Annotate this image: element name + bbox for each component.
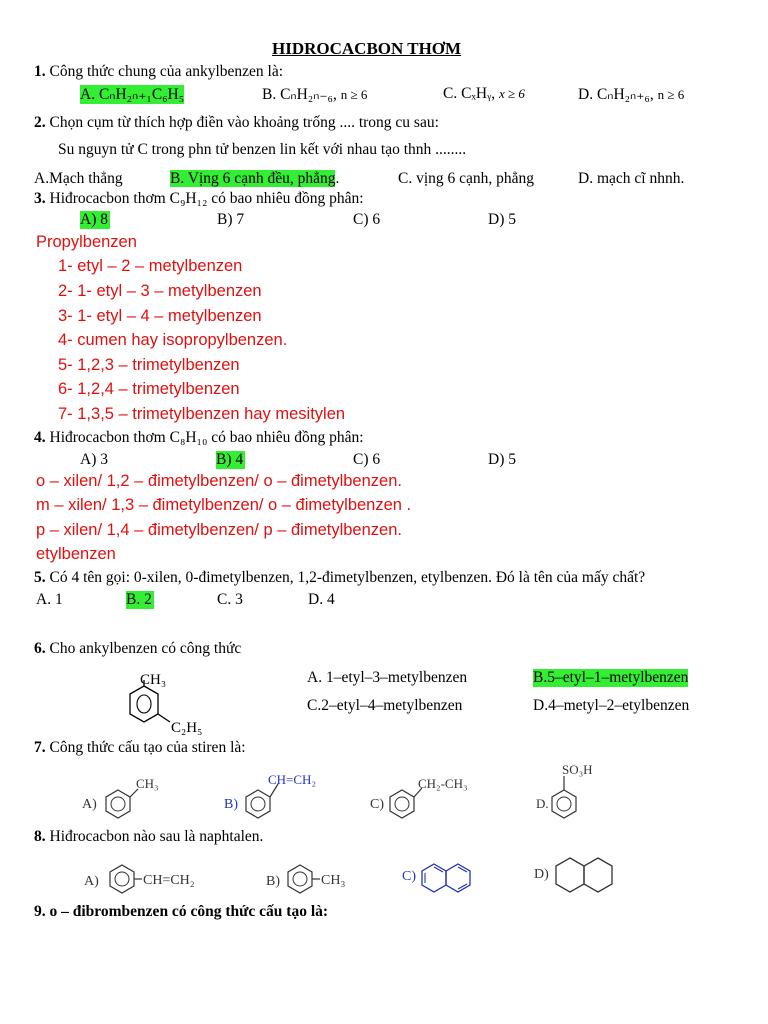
- question-number: 3.: [34, 190, 46, 207]
- q2-option-d: D. mạch cĩ nhnh.: [578, 170, 685, 187]
- svg-text:CH=CH₂: CH=CH₂: [268, 772, 316, 787]
- q7-structure-b: [224, 772, 316, 818]
- q6-option-b-correct: B.5–etyl–1–metylbenzen: [533, 669, 689, 686]
- question-number: 7.: [34, 739, 46, 756]
- svg-text:SO₃H: SO₃H: [562, 762, 593, 777]
- q2-option-b-correct: B. Vịng 6 cạnh đều, phẳng.: [170, 170, 340, 187]
- question-2: [34, 114, 439, 132]
- question-text: Chọn cụm từ thích hợp điền vào khoảng trống .... trong cu sau:: [49, 114, 439, 131]
- q3-answer-line: 6- 1,2,4 – trimetylbenzen: [58, 380, 240, 398]
- q7-structure-a: [82, 776, 159, 818]
- q3-answer-line: 4- cumen hay isopropylbenzen.: [58, 331, 288, 349]
- question-1: [34, 63, 283, 81]
- svg-text:B): B): [266, 874, 280, 889]
- question-number: 8.: [34, 828, 46, 845]
- q8-structure-b: [266, 865, 345, 893]
- q5-option-a: A. 1: [36, 591, 63, 608]
- question-number: 5.: [34, 569, 46, 586]
- q5-option-b-correct: B. 2: [126, 591, 152, 608]
- question-7: [34, 739, 246, 757]
- svg-text:CH=CH₂: CH=CH₂: [143, 873, 195, 888]
- q8-structure-c-naphthalene: [402, 864, 470, 892]
- q3-option-a-correct: A) 8: [80, 211, 108, 228]
- q1-option-b: B. CₙH₂ₙ₋₆, n ≥ 6: [262, 86, 368, 103]
- q2-option-a: A.Mạch thẳng: [34, 170, 123, 187]
- q3-answer-line: Propylbenzen: [36, 233, 137, 251]
- q7-structure-d: [536, 762, 593, 818]
- question-text: Hiđrocacbon thơm C₈H₁₀ có bao nhiêu đồng phân:: [49, 429, 364, 446]
- q4-answer-line: o – xilen/ 1,2 – đimetylbenzen/ o – đimetylbenzen.: [36, 472, 402, 490]
- svg-text:D): D): [534, 867, 549, 882]
- svg-text:CH₃: CH₃: [321, 873, 346, 888]
- q3-option-c: C) 6: [353, 211, 381, 228]
- q4-answer-line: p – xilen/ 1,4 – đimetylbenzen/ p – đimetylbenzen.: [36, 521, 402, 539]
- q4-option-b-correct: B) 4: [216, 451, 244, 468]
- page-title: HIDROCACBON THƠM: [272, 39, 462, 58]
- svg-text:B): B): [224, 797, 238, 812]
- q3-answer-line: 7- 1,3,5 – trimetylbenzen hay mesitylen: [58, 405, 346, 423]
- question-8: [34, 828, 263, 846]
- q3-answer-line: 1- etyl – 2 – metylbenzen: [58, 257, 243, 275]
- q2-option-c: C. vịng 6 cạnh, phẳng: [398, 170, 535, 187]
- svg-text:C): C): [402, 869, 416, 884]
- q7-structures: [78, 760, 678, 830]
- q3-option-d: D) 5: [488, 211, 516, 228]
- q8-structure-d: [534, 858, 612, 892]
- q4-answer-line: etylbenzen: [36, 545, 116, 563]
- q6-option-a: A. 1–etyl–3–metylbenzen: [307, 669, 468, 686]
- q3-answer-line: 2- 1- etyl – 3 – metylbenzen: [58, 282, 262, 300]
- ch3-label: CH₃: [140, 672, 167, 688]
- q5-option-c: C. 3: [217, 591, 243, 608]
- q4-answer-line: m – xilen/ 1,3 – đimetylbenzen/ o – đimetylbenzen .: [36, 496, 412, 514]
- q4-option-d: D) 5: [488, 451, 516, 468]
- question-text: Cho ankylbenzen có công thức: [49, 640, 242, 657]
- question-5: [34, 569, 645, 587]
- svg-text:A): A): [82, 797, 97, 812]
- question-number: 9.: [34, 903, 46, 920]
- svg-text:A): A): [84, 874, 99, 889]
- q8-structure-a: [84, 865, 195, 893]
- q8-structures: [82, 850, 642, 910]
- q1-option-d: D. CₙH₂ₙ₊₆, n ≥ 6: [578, 86, 685, 103]
- q1-option-c: C. CₓHᵧ, x ≥ 6: [443, 85, 525, 102]
- q6-structure-diagram: [118, 666, 228, 746]
- q7-structure-c: [370, 776, 468, 818]
- question-number: 1.: [34, 63, 46, 80]
- question-text: o – đibrombenzen có công thức cấu tạo là:: [49, 903, 329, 920]
- q3-answer-line: 3- 1- etyl – 4 – metylbenzen: [58, 307, 262, 325]
- svg-text:CH₃: CH₃: [136, 776, 159, 791]
- question-number: 6.: [34, 640, 46, 657]
- q3-option-b: B) 7: [217, 211, 245, 228]
- question-text: Hiđrocacbon thơm C₉H₁₂ có bao nhiêu đồng phân:: [49, 190, 364, 207]
- q6-option-d: D.4–metyl–2–etylbenzen: [533, 697, 690, 714]
- q4-option-a: A) 3: [80, 451, 108, 468]
- q3-answer-line: 5- 1,2,3 – trimetylbenzen: [58, 356, 240, 374]
- q1-option-a-correct: A. CₙH₂ₙ₊₁C₆H₅: [80, 86, 185, 103]
- question-3: [34, 190, 364, 208]
- question-text: Hiđrocacbon nào sau là naphtalen.: [49, 828, 264, 845]
- question-6: [34, 640, 241, 658]
- q6-option-c: C.2–etyl–4–metylbenzen: [307, 697, 463, 714]
- question-9: [34, 903, 328, 921]
- q5-option-d: D. 4: [308, 591, 335, 608]
- svg-text:D.: D.: [536, 796, 549, 811]
- q4-option-c: C) 6: [353, 451, 381, 468]
- c2h5-label: C₂H₅: [171, 720, 203, 736]
- svg-text:C): C): [370, 797, 384, 812]
- q2-sentence: Su nguyn tử C trong phn tử benzen lin kết với nhau tạo thnh ........: [58, 141, 467, 158]
- svg-text:CH₂-CH₃: CH₂-CH₃: [418, 776, 468, 791]
- question-number: 4.: [34, 429, 46, 446]
- question-text: Công thức cấu tạo của stiren là:: [49, 739, 246, 756]
- question-text: Có 4 tên gọi: 0-xilen, 0-đimetylbenzen, 1,2-đimetylbenzen, etylbenzen. Đó là tên của mấy chất?: [49, 569, 646, 586]
- question-4: [34, 429, 364, 447]
- question-text: Công thức chung của ankylbenzen là:: [49, 63, 284, 80]
- question-number: 2.: [34, 114, 46, 131]
